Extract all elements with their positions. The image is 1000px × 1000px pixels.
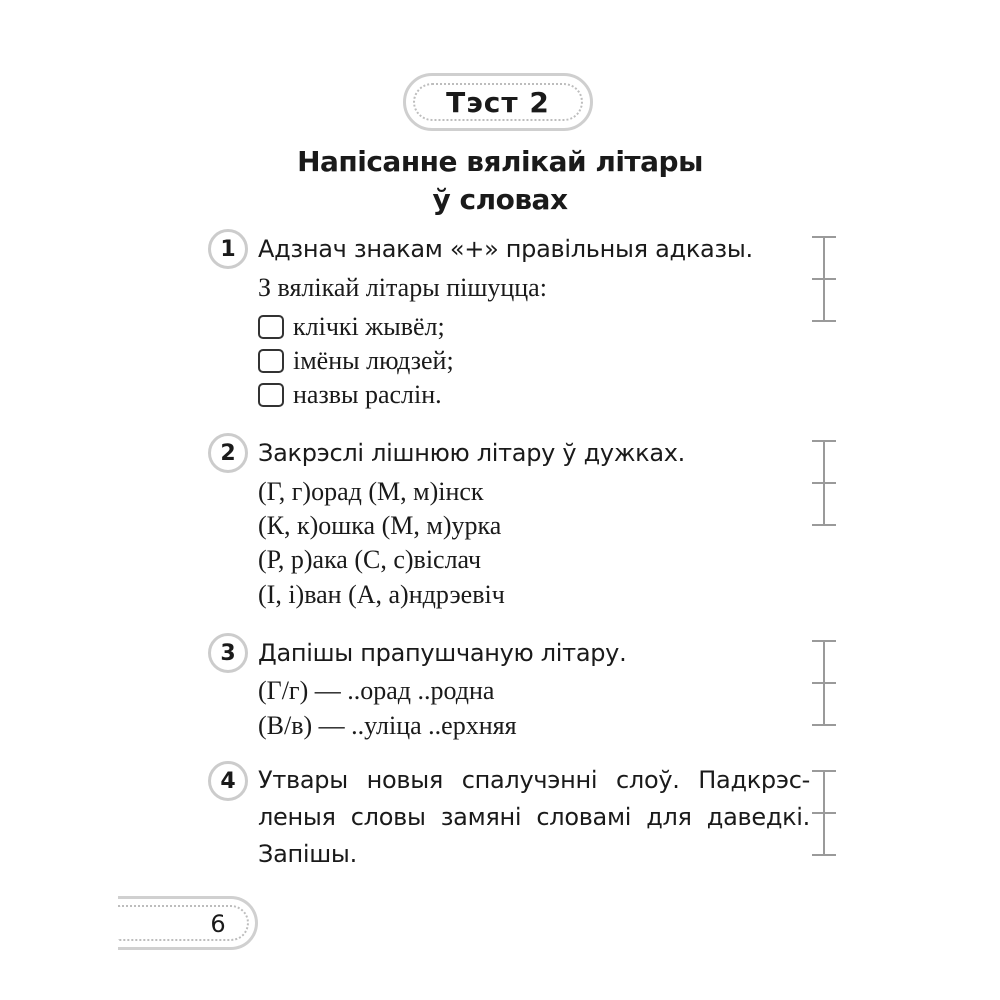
task-2-line: (К, к)ошка (М, м)урка	[258, 511, 502, 540]
answer-checkbox[interactable]	[258, 349, 284, 373]
task-number-4: 4	[208, 761, 248, 801]
task-number-2: 2	[208, 433, 248, 473]
task-2-line: (І, і)ван (А, а)ндрэевіч	[258, 580, 505, 609]
option-label: назвы раслін.	[293, 380, 442, 409]
task-4-line-3: Запішы.	[258, 840, 357, 868]
task-3-instruction: Дапішы прапушчаную літару.	[258, 639, 627, 667]
task-2-line: (Г, г)орад (М, м)інск	[258, 477, 484, 506]
test-label-box	[403, 73, 593, 131]
task-1-option-3	[258, 380, 442, 410]
score-scale	[812, 640, 836, 726]
task-number-3: 3	[208, 633, 248, 673]
page-title-line2: ў словах	[432, 183, 568, 216]
task-1-option-1	[258, 312, 445, 342]
score-scale	[812, 440, 836, 526]
task-number-1: 1	[208, 229, 248, 269]
option-label: клічкі жывёл;	[293, 312, 445, 341]
answer-checkbox[interactable]	[258, 315, 284, 339]
task-1-prompt: З вялікай літары пішуцца:	[258, 273, 547, 302]
task-4-line-2: леныя словы замяні словамі для даведкі.	[258, 803, 810, 831]
page-title-line1: Напісанне вялікай літары	[297, 145, 703, 178]
task-2-instruction: Закрэслі лішнюю літару ў дужках.	[258, 439, 685, 467]
option-label: імёны людзей;	[293, 346, 454, 375]
task-4-line-1: Утвары новыя спалучэнні слоў. Падкрэс-	[258, 766, 810, 794]
score-scale	[812, 236, 836, 322]
task-4-instruction	[258, 762, 810, 873]
task-3-line: (Г/г) — ..орад ..родна	[258, 676, 495, 705]
task-1-option-2	[258, 346, 454, 376]
task-2-line: (Р, р)ака (С, с)віслач	[258, 545, 482, 574]
task-3-line: (В/в) — ..уліца ..ерхняя	[258, 711, 517, 740]
test-label: Тэст 2	[446, 85, 550, 119]
task-1-instruction: Адзнач знакам «+» правільныя адказы.	[258, 235, 753, 263]
answer-checkbox[interactable]	[258, 383, 284, 407]
page-number: 6	[210, 910, 226, 938]
score-scale	[812, 770, 836, 856]
